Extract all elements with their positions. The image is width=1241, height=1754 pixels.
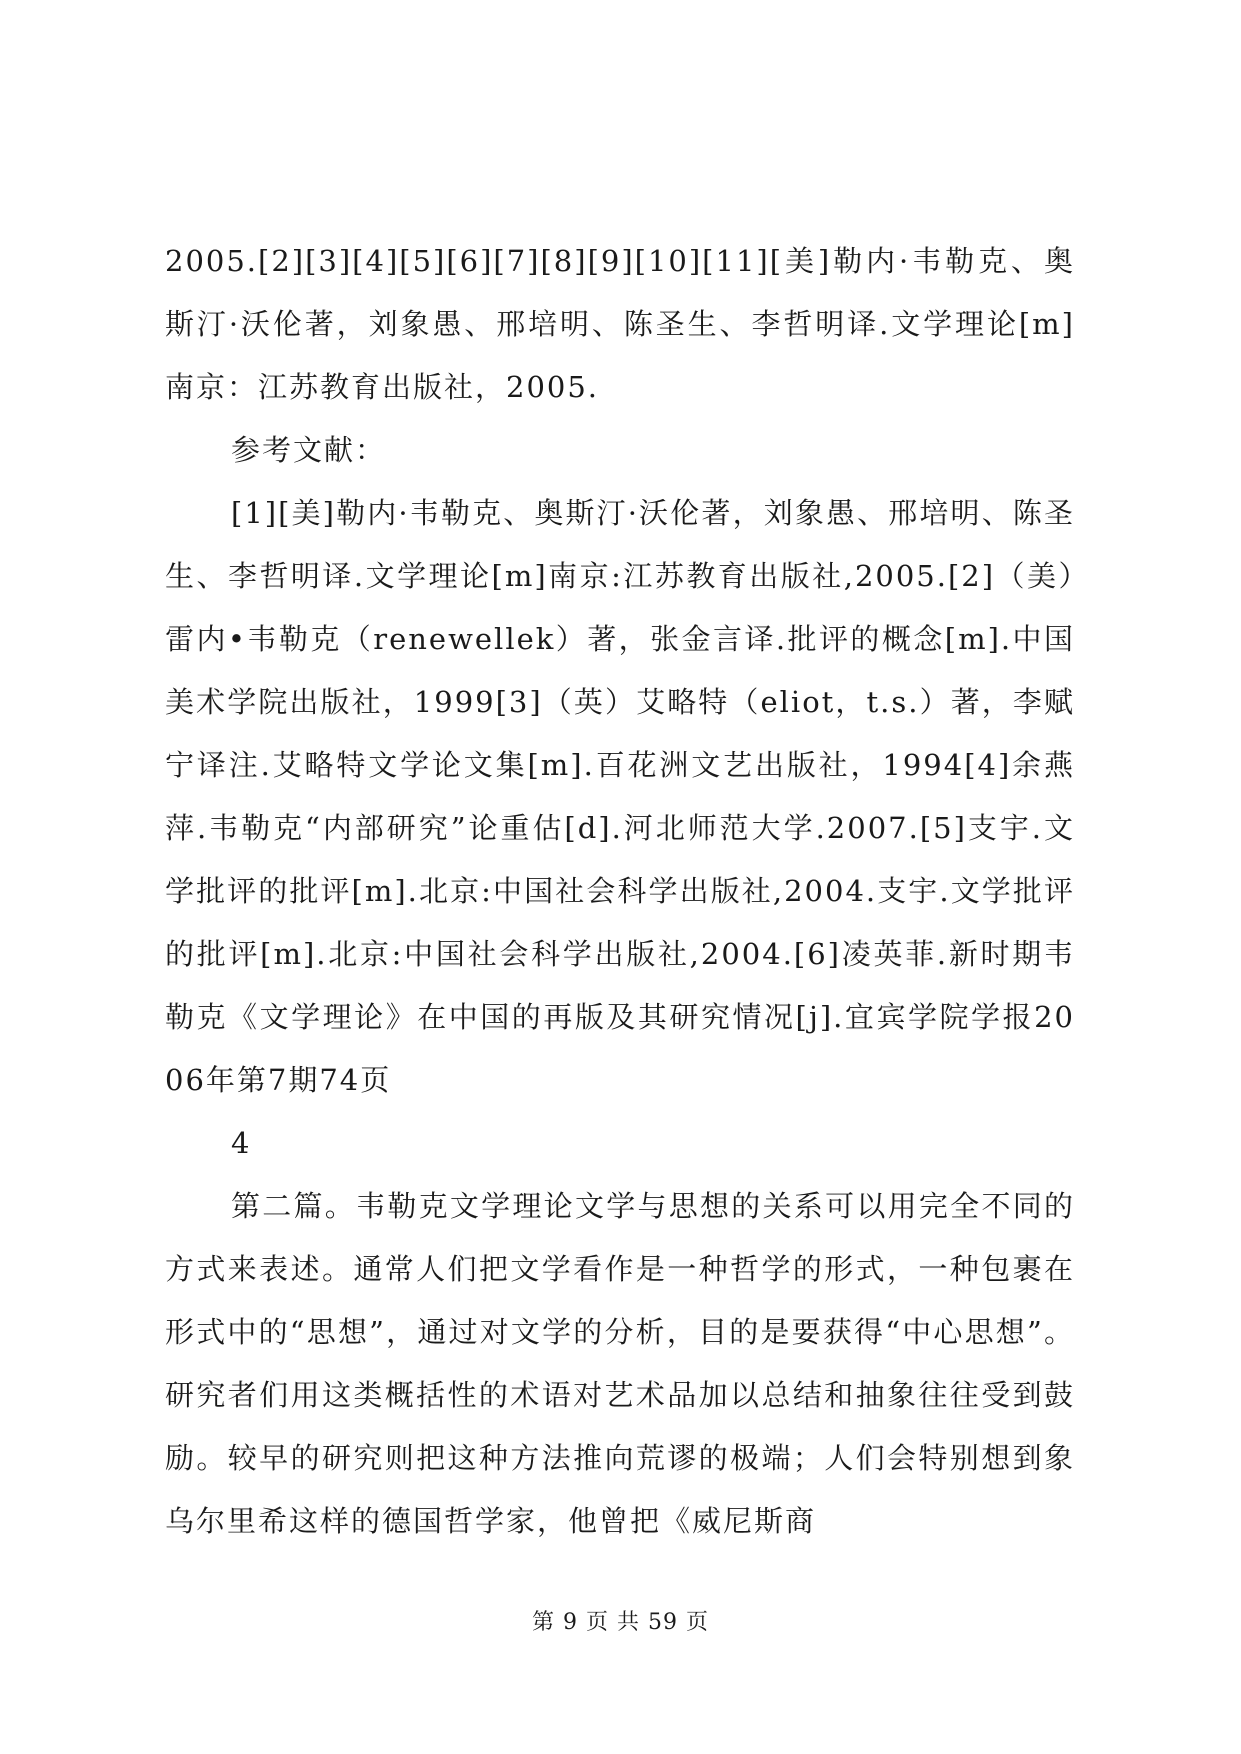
second-article-paragraph: 第二篇。韦勒克文学理论文学与思想的关系可以用完全不同的方式来表述。通常人们把文学看作是一种哲学的形式，一种包裹在形式中的“思想”，通过对文学的分析，目的是要获得“中心思想”。研究者们用这类概括性的术语对艺术品加以总结和抽象往往受到鼓励。较早的研究则把这种方法推向荒谬的极端；人们会特别想到象乌尔里希这样的德国哲学家，他曾把《威尼斯商 — [165, 1189, 1075, 1538]
page-marker-number: 4 — [231, 1126, 252, 1160]
document-body — [165, 230, 1075, 1553]
reference-continuation-paragraph: 2005.[2][3][4][5][6][7][8][9][10][11][美]勒内·韦勒克、奥斯汀·沃伦著，刘象愚、邢培明、陈圣生、李哲明译.文学理论[m]南京：江苏教育出版社，2005. — [165, 244, 1075, 404]
page-footer: 第 9 页 共 59 页 — [532, 1610, 709, 1635]
references-list-paragraph: [1][美]勒内·韦勒克、奥斯汀·沃伦著，刘象愚、邢培明、陈圣生、李哲明译.文学理论[m]南京:江苏教育出版社,2005.[2]（美）雷内•韦勒克（renewellek）著，张金言译.批评的概念[m].中国美术学院出版社，1999[3]（英）艾略特（eliot，t.s.）著，李赋宁译注.艾略特文学论文集[m].百花洲文艺出版社，1994[4]余燕萍.韦勒克“内部研究”论重估[d].河北师范大学.2007.[5]支宇.文学批评的批评[m].北京:中国社会科学出版社,2004.支宇.文学批评的批评[m].北京:中国社会科学出版社,2004.[6]凌英菲.新时期韦勒克《文学理论》在中国的再版及其研究情况[j].宜宾学院学报2006年第7期74页 — [165, 496, 1075, 1097]
references-heading: 参考文献： — [231, 433, 387, 467]
